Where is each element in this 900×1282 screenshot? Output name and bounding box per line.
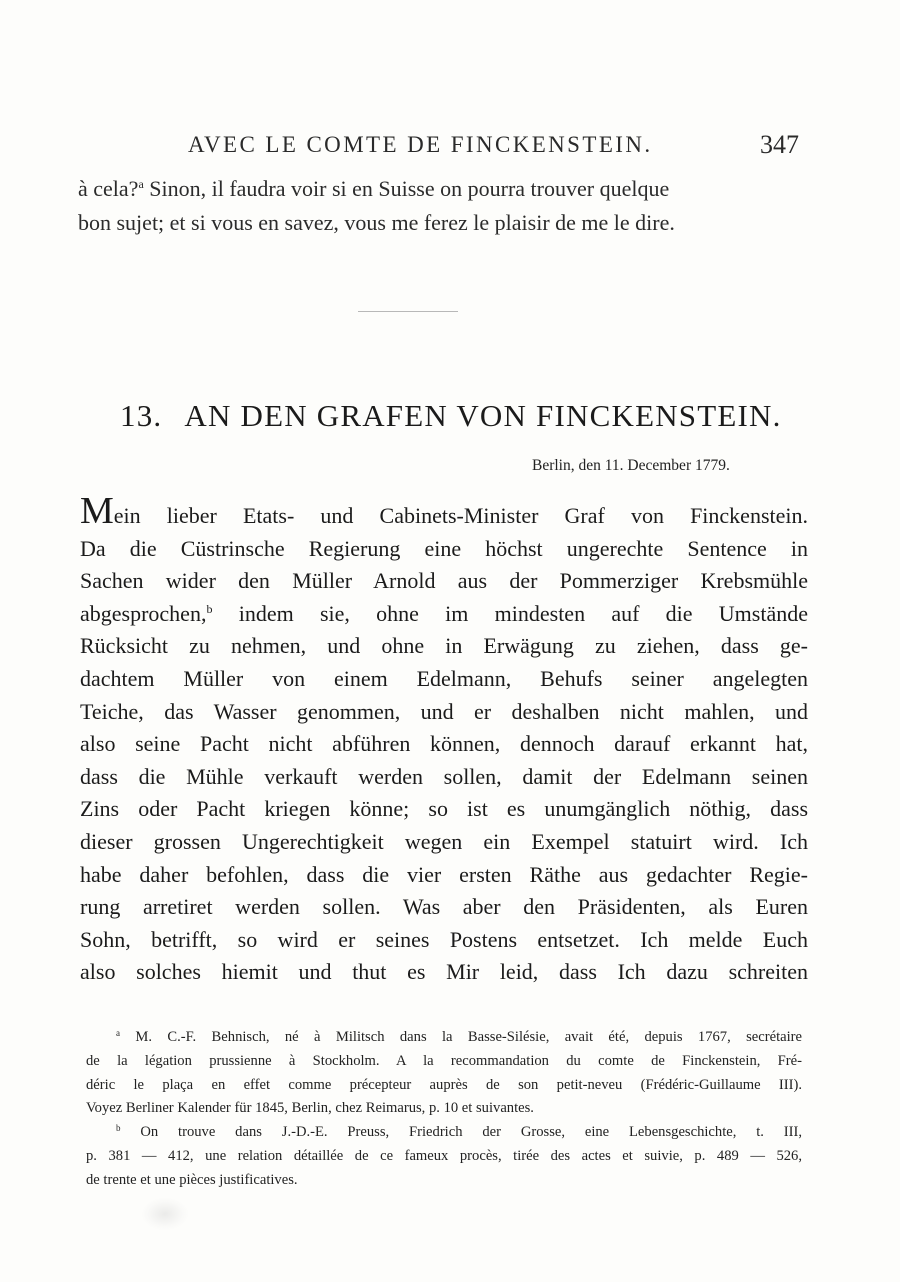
body-line: dieser grossen Ungerechtigkeit wegen ein Exempel statuirt wird. Ich	[80, 828, 808, 854]
running-head	[0, 128, 900, 168]
page-number: 347	[760, 130, 799, 159]
footnote-b-marker: b	[116, 1123, 121, 1134]
footnote-a-marker: a	[116, 1028, 120, 1038]
letter-title: AN DEN GRAFEN VON FINCKENSTEIN.	[184, 398, 782, 433]
footnote-a-line: de la légation prussienne à Stockholm. A la recommandation du comte de Finckenstein, Fré-	[86, 1052, 802, 1069]
body-line: dachtem Müller von einem Edelmann, Behufs seiner angelegten	[80, 665, 808, 691]
footnote-marker-b: b	[206, 601, 213, 616]
body-line: dass die Mühle verkauft werden sollen, damit der Edelmann seinen	[80, 763, 808, 789]
body-line: Sachen wider den Müller Arnold aus der Pommerziger Krebsmühle	[80, 568, 808, 594]
text-fragment: abgesprochen,	[80, 600, 207, 626]
body-line: also seine Pacht nicht abführen können, dennoch darauf erkannt hat,	[80, 731, 808, 757]
text-line: bon sujet; et si vous en savez, vous me ferez le plaisir de me le dire.	[78, 210, 675, 235]
previous-letter-end	[78, 172, 798, 240]
footnote-b-line: p. 381 — 412, une relation détaillée de ce fameux procès, tirée des actes et suivie, p. 489 — 526,	[86, 1147, 802, 1164]
footnote-a-line	[86, 1026, 802, 1050]
body-line: Zins oder Pacht kriegen könne; so ist es unumgänglich nöthig, dass	[80, 796, 808, 822]
body-line: rung arretiret werden sollen. Was aber den Präsidenten, als Euren	[80, 894, 808, 920]
text-fragment: M. C.-F. Behnisch, né à Militsch dans la Basse-Silésie, avait été, depuis 1767, secrétaire	[135, 1029, 803, 1045]
letter-number: 13.	[120, 398, 163, 433]
footnote-a-line: déric le plaça en effet comme précepteur auprès de son petit-neveu (Frédéric-Guillaume III).	[86, 1076, 802, 1093]
dateline: Berlin, den 11. December 1779.	[532, 457, 730, 474]
text-line	[78, 172, 798, 206]
body-line: Mein lieber Etats- und Cabinets-Minister Graf von Finckenstein.	[80, 490, 808, 532]
body-line: Rücksicht zu nehmen, und ohne in Erwägung zu ziehen, dass ge-	[80, 633, 808, 659]
text-fragment: Sinon, il faudra voir si en Suisse on pourra trouver quelque	[143, 176, 670, 201]
body-line: habe daher befohlen, dass die vier ersten Räthe aus gedachter Regie-	[80, 861, 808, 887]
footnote-b-line: de trente et une pièces justificatives.	[86, 1171, 298, 1188]
text-fragment: On trouve dans J.-D.-E. Preuss, Friedrich der Grosse, eine Lebensgeschichte, t. III,	[140, 1124, 803, 1141]
footnote-a-line: Voyez Berliner Kalender für 1845, Berlin, chez Reimarus, p. 10 et suivantes.	[86, 1100, 534, 1117]
letter-heading	[120, 398, 820, 434]
text-fragment: à cela?	[78, 176, 139, 201]
letter-body	[80, 490, 808, 989]
body-line: also solches hiemit und thut es Mir leid, dass Ich dazu schreiten	[80, 959, 808, 985]
section-divider	[358, 311, 458, 312]
body-line	[80, 598, 808, 631]
text-fragment: indem sie, ohne im mindesten auf die Umstände	[212, 600, 808, 626]
footnotes	[86, 1026, 802, 1193]
body-line: Sohn, betrifft, so wird er seines Postens entsetzet. Ich melde Euch	[80, 926, 808, 952]
footnote-marker-a: a	[138, 177, 144, 191]
body-line: Teiche, das Wasser genommen, und er deshalben nicht mahlen, und	[80, 698, 808, 724]
body-line: Da die Cüstrinsche Regierung eine höchst ungerechte Sentence in	[80, 535, 808, 561]
running-title: AVEC LE COMTE DE FINCKENSTEIN.	[188, 132, 653, 157]
footnote-b-line	[86, 1121, 802, 1145]
paper-smudge	[142, 1198, 188, 1230]
